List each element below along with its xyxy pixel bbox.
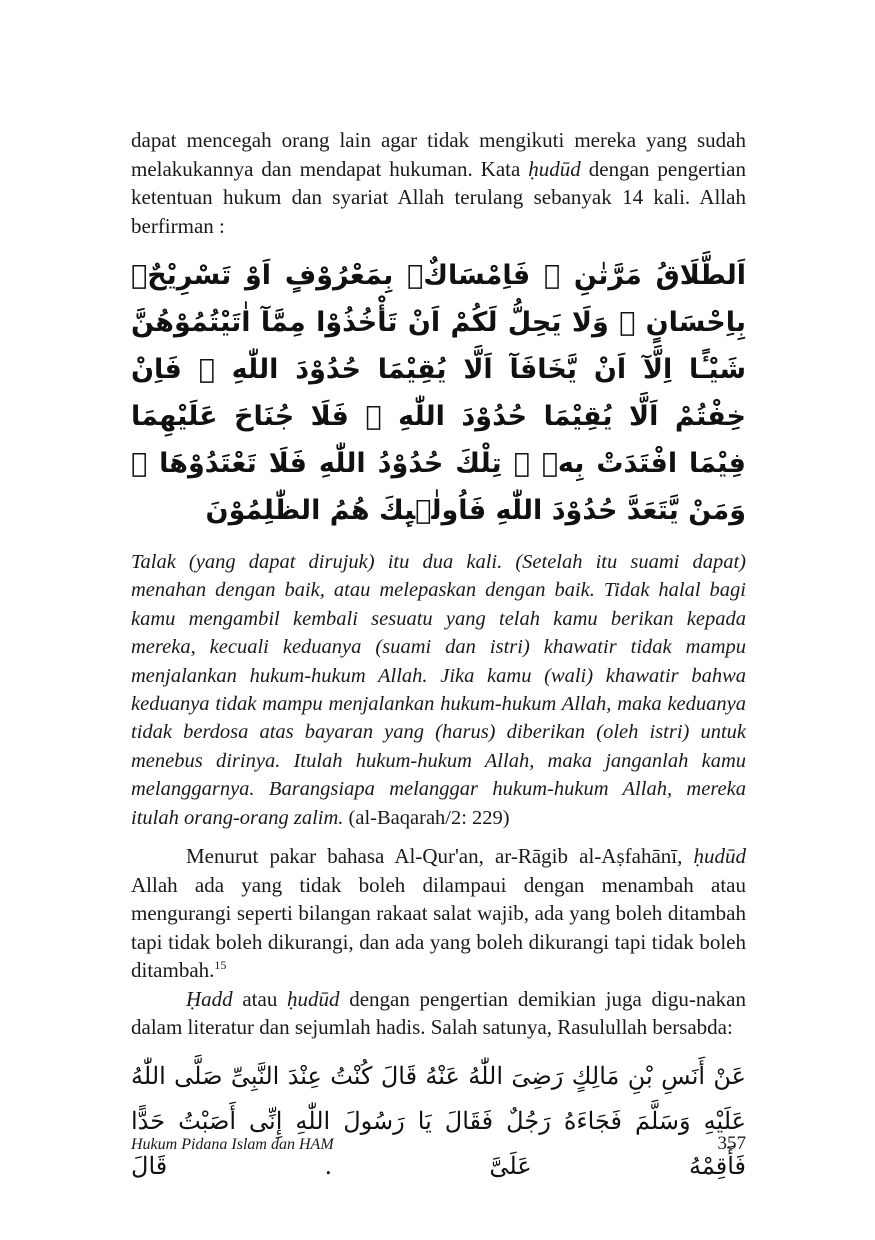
raghib-text-2: Allah ada yang tidak boleh dilampaui dengan menambah atau mengurangi seperti bilangan rakaat salat wajib, ada yang boleh ditambah tapi tidak boleh dikurangi, dan ada yang boleh dikurangi tapi tidak boleh ditambah. (131, 872, 746, 983)
paragraph-hadd (131, 985, 746, 1042)
term-hadd: Ḥadd (186, 986, 233, 1011)
page-number: 357 (717, 1133, 746, 1154)
page-body (131, 126, 746, 1189)
hadd-text-1: atau (232, 986, 288, 1011)
hadd-text-2: dengan pengertian demikian juga digu-nakan dalam literatur dan sejumlah hadis. Salah satunya, Rasulullah bersabda: (131, 986, 746, 1040)
paragraph-raghib (131, 842, 746, 985)
intro-text-2: dengan pengertian ketentuan hukum dan syariat Allah terulang sebanyak 14 kali. Allah berfirman : (131, 156, 746, 238)
quran-verse-arabic: اَلطَّلَاقُ مَرَّتٰنِ ۖ فَاِمْسَاكٌۢ بِمَعْرُوْفٍ اَوْ تَسْرِيْحٌۢ بِاِحْسَانٍ ۗ وَلَا يَحِلُّ لَكُمْ اَنْ تَأْخُذُوْا مِمَّآ اٰتَيْتُمُوْهُنَّ شَيْـًٔا اِلَّآ اَنْ يَّخَافَآ اَلَّا يُقِيْمَا حُدُوْدَ اللّٰهِ ۗ فَاِنْ خِفْتُمْ اَلَّا يُقِيْمَا حُدُوْدَ اللّٰهِ ۙ فَلَا جُنَاحَ عَلَيْهِمَا فِيْمَا افْتَدَتْ بِهٖ ۗ تِلْكَ حُدُوْدُ اللّٰهِ فَلَا تَعْتَدُوْهَا ۚ وَمَنْ يَّتَعَدَّ حُدُوْدَ اللّٰهِ فَاُولٰۤىِٕكَ هُمُ الظّٰلِمُوْنَ (131, 260, 746, 526)
intro-text-1: dapat mencegah orang lain agar tidak mengikuti mereka yang sudah melakukannya dan mendapat hukuman. Kata (131, 128, 746, 181)
hadith-arabic: عَنْ أَنَسِ بْنِ مَالِكٍ رَضِىَ اللّٰهُ عَنْهُ قَالَ كُنْتُ عِنْدَ النَّبِىِّ صَلَّى اللّٰهُ عَلَيْهِ وَسَلَّمَ فَجَاءَهُ رَجُلٌ فَقَالَ يَا رَسُولَ اللّٰهِ إِنِّى أَصَبْتُ حَدًّا فَأَقِمْهُ عَلَىَّ . قَالَ (131, 1061, 746, 1180)
term-hudud: ḥudūd (528, 156, 581, 181)
footnote-marker[interactable]: 15 (214, 958, 227, 973)
book-title: Hukum Pidana Islam dan HAM (131, 1136, 334, 1153)
verse-reference: (al-Baqarah/2: 229) (348, 806, 510, 829)
raghib-text-1: Menurut pakar bahasa Al-Qur'an, ar-Rāgib al-Aṣfahānī, (186, 844, 694, 869)
paragraph-intro (131, 126, 746, 240)
term-hudud: ḥudūd (287, 986, 340, 1011)
page-footer (131, 1133, 746, 1155)
term-hudud: ḥudūd (693, 844, 746, 869)
translation-text: Talak (yang dapat dirujuk) itu dua kali. (Setelah itu suami dapat) menahan dengan baik, atau melepaskan dengan baik. Tidak halal bagi kamu mengambil kembali sesuatu yang telah kamu berikan kepada mereka, kecuali keduanya (suami dan istri) khawatir tidak mampu menjalankan hukum-hukum Allah. Jika kamu (wali) khawatir bahwa keduanya tidak mampu menjalankan hukum-hukum Allah, maka keduanya tidak berdosa atas bayaran yang (harus) diberikan (oleh istri) untuk menebus dirinya. Itulah hukum-hukum Allah, maka janganlah kamu melanggarnya. Barangsiapa melanggar hukum-hukum Allah, mereka itulah orang-orang zalim. (131, 551, 746, 829)
verse-translation (131, 548, 746, 832)
